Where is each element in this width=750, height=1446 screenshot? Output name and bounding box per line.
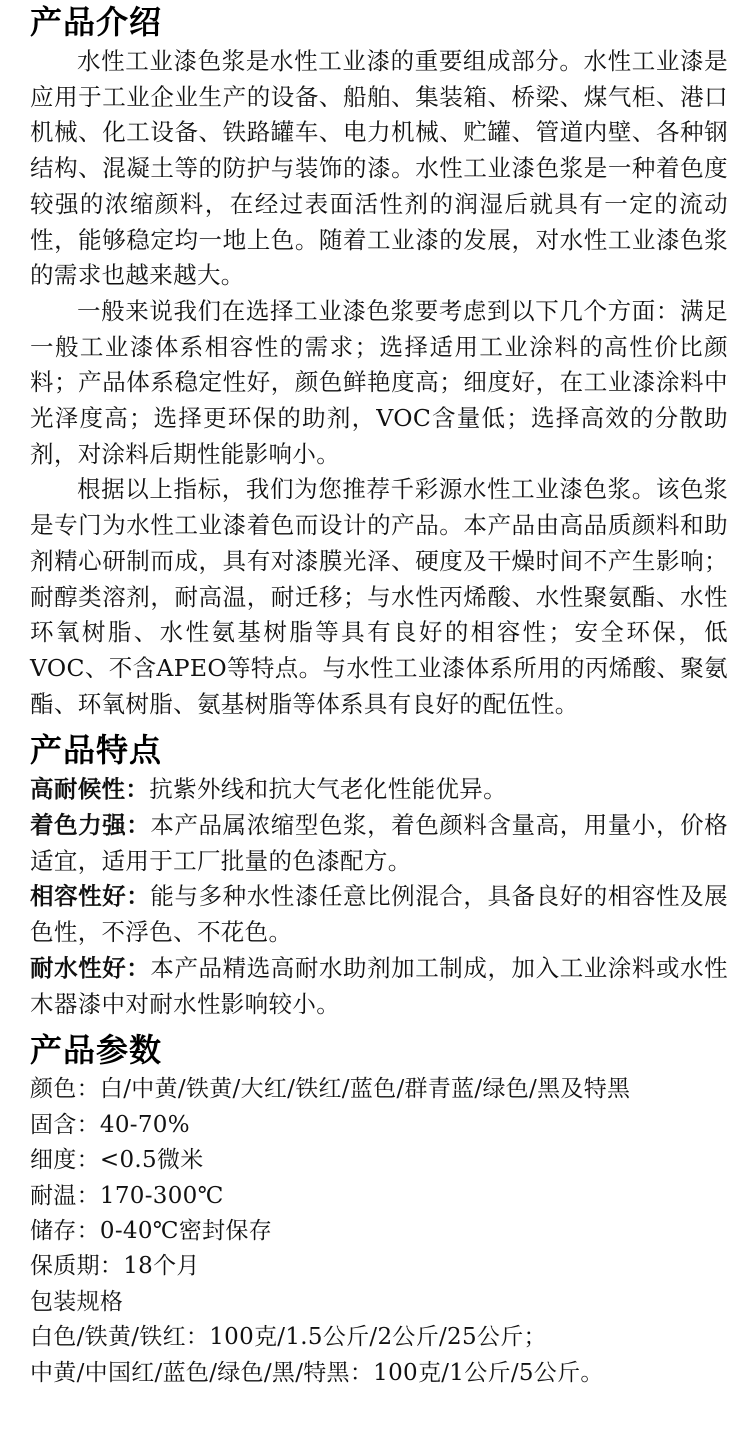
feature-name: 高耐候性： xyxy=(30,775,150,804)
feature-item xyxy=(30,879,728,950)
feature-item xyxy=(30,772,728,808)
feature-name: 着色力强： xyxy=(30,811,151,840)
intro-paragraph-1: 水性工业漆色浆是水性工业漆的重要组成部分。水性工业漆是应用于工业企业生产的设备、船舶、集装箱、桥梁、煤气柜、港口机械、化工设备、铁路罐车、电力机械、贮罐、管道内壁、各种钢结构、混凝土等的防护与装饰的漆。水性工业漆色浆是一种着色度较强的浓缩颜料，在经过表面活性剂的润湿后就具有一定的流动性，能够稳定均一地上色。随着工业漆的发展，对水性工业漆色浆的需求也越来越大。 xyxy=(30,47,728,290)
feature-text: 抗紫外线和抗大气老化性能优异。 xyxy=(149,775,507,804)
param-solid-content: 固含：40-70% xyxy=(30,1111,190,1138)
param-temperature: 耐温：170-300℃ xyxy=(30,1182,224,1209)
param-packaging-label: 包装规格 xyxy=(30,1288,124,1315)
feature-name: 相容性好： xyxy=(30,882,151,911)
params-section xyxy=(30,1072,728,1391)
intro-paragraph-3: 根据以上指标，我们为您推荐千彩源水性工业漆色浆。该色浆是专门为水性工业漆着色而设计的产品。本产品由高品质颜料和助剂精心研制而成，具有对漆膜光泽、硬度及干燥时间不产生影响；耐醇类溶剂，耐高温，耐迁移；与水性丙烯酸、水性聚氨酯、水性环氧树脂、水性氨基树脂等具有良好的相容性；安全环保，低VOC、不含APEO等特点。与水性工业漆体系所用的丙烯酸、聚氨酯、环氧树脂、氨基树脂等体系具有良好的配伍性。 xyxy=(30,475,728,718)
feature-text: 能与多种水性漆任意比例混合，具备良好的相容性及展色性，不浮色、不花色。 xyxy=(30,882,729,947)
feature-text: 本产品属浓缩型色浆，着色颜料含量高，用量小，价格适宜，适用于工厂批量的色漆配方。 xyxy=(30,811,729,875)
param-colors: 颜色：白/中黄/铁黄/大红/铁红/蓝色/群青蓝/绿色/黑及特黑 xyxy=(30,1076,631,1103)
intro-section xyxy=(30,44,728,722)
param-packaging-group-2: 中黄/中国红/蓝色/绿色/黑/特黑：100克/1公斤/5公斤。 xyxy=(30,1359,604,1386)
param-packaging-group-1: 白色/铁黄/铁红：100克/1.5公斤/2公斤/25公斤； xyxy=(30,1324,547,1351)
feature-item xyxy=(30,808,728,879)
feature-text: 本产品精选高耐水助剂加工制成，加入工业涂料或水性木器漆中对耐水性影响较小。 xyxy=(30,953,729,1018)
params-heading: 产品参数 xyxy=(30,1031,163,1070)
intro-heading: 产品介绍 xyxy=(30,3,163,41)
feature-name: 耐水性好： xyxy=(30,953,151,982)
features-section xyxy=(30,772,728,1022)
feature-item xyxy=(30,951,728,1022)
param-shelf-life: 保质期：18个月 xyxy=(30,1253,200,1280)
param-storage: 储存：0-40℃密封保存 xyxy=(30,1217,273,1244)
param-fineness: 细度：<0.5微米 xyxy=(30,1147,204,1174)
features-heading: 产品特点 xyxy=(30,731,163,770)
intro-paragraph-2: 一般来说我们在选择工业漆色浆要考虑到以下几个方面：满足一般工业漆体系相容性的需求；选择适用工业涂料的高性价比颜料；产品体系稳定性好，颜色鲜艳度高；细度好，在工业漆涂料中光泽度高；选择更环保的助剂，VOC含量低；选择高效的分散助剂，对涂料后期性能影响小。 xyxy=(30,296,728,468)
